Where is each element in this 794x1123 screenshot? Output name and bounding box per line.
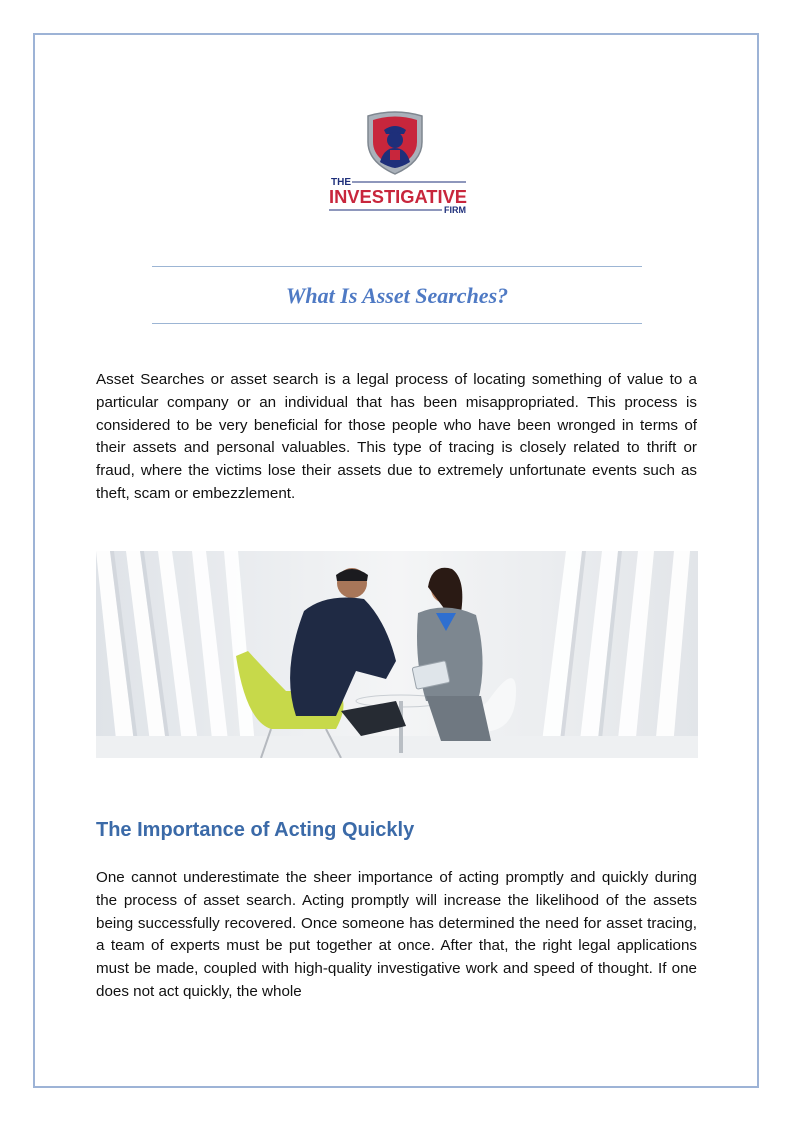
intro-paragraph: Asset Searches or asset search is a legal process of locating something of value to a particular company or an individual that has been misappropriated. This process is considered to be very beneficial for those people who have been wronged in terms of their assets and personal valuables. This type of tracing is closely related to thrift or fraud, where the victims lose their assets due to extremely unfortunate events such as theft, scam or embezzlement.	[96, 371, 697, 502]
company-logo	[318, 106, 478, 218]
logo-text-the: THE	[331, 177, 351, 188]
page-title: What Is Asset Searches?	[285, 283, 509, 308]
logo-text-firm: FIRM	[444, 205, 466, 215]
meeting-photo	[96, 551, 698, 758]
title-rule-bottom	[152, 323, 642, 324]
body-paragraph: One cannot underestimate the sheer importance of acting promptly and quickly during the process of asset search. Acting promptly will increase the likelihood of the assets being successfully recovered. Once someone has determined the need for asset tracing, a team of experts must be put together at once. After that, the right legal applications must be made, coupled with high-quality investigative work and speed of thought. If one does not act quickly, the whole	[96, 869, 697, 1000]
shield-logo-icon	[318, 106, 478, 218]
logo-text-investigative: INVESTIGATIVE	[329, 187, 467, 207]
title-rule-top	[152, 266, 642, 267]
section-heading: The Importance of Acting Quickly	[96, 819, 415, 841]
meeting-photo-illustration	[96, 551, 698, 758]
